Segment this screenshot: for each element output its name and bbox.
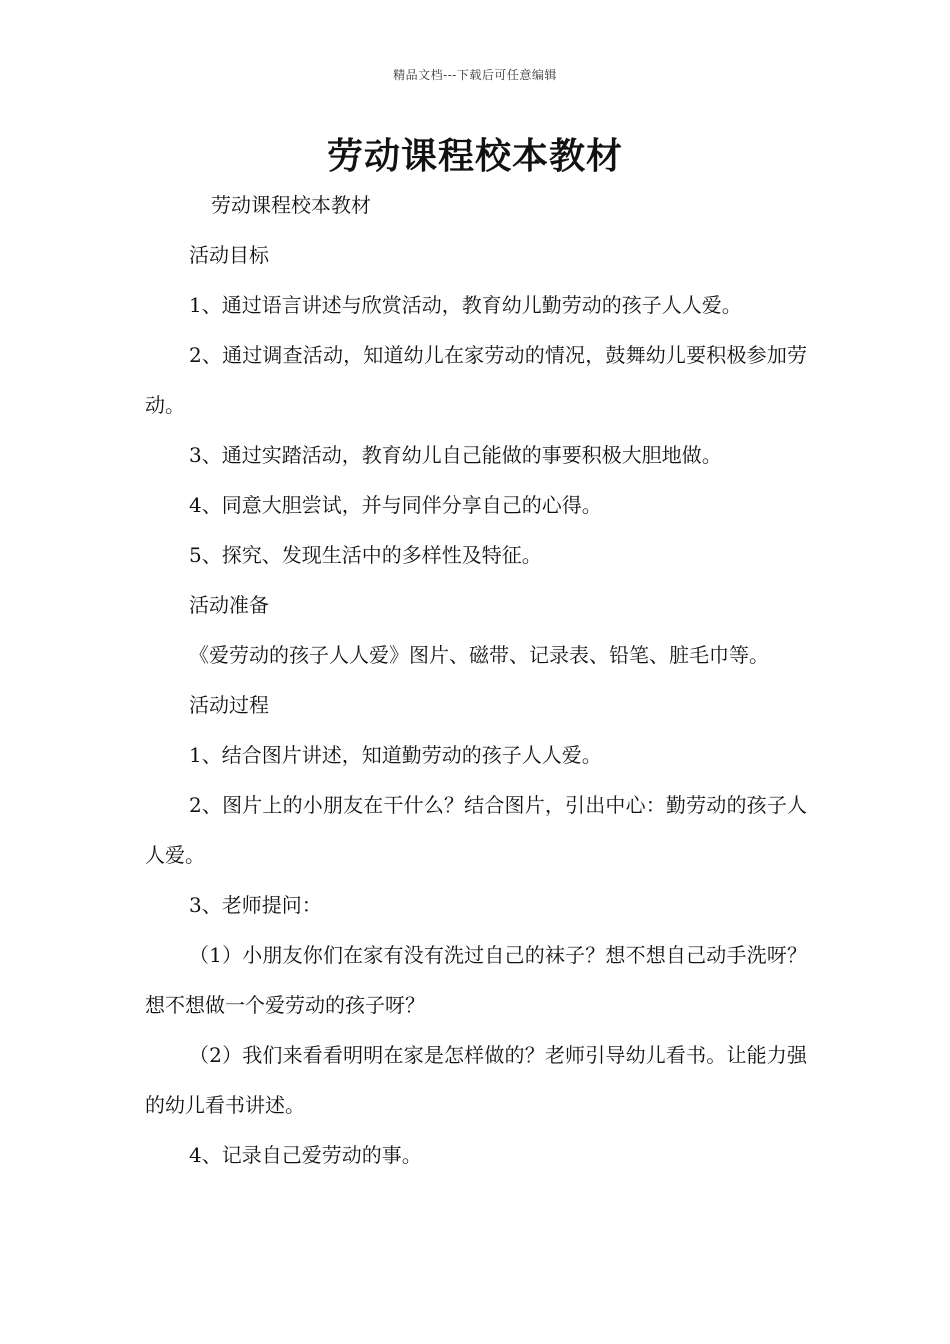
process-question-1: （1）小朋友你们在家有没有洗过自己的袜子？想不想自己动手洗呀？想不想做一个爱劳动的孩子呀？: [145, 943, 807, 1017]
process-question-2: （2）我们来看看明明在家是怎样做的？老师引导幼儿看书。让能力强的幼儿看书讲述。: [145, 1043, 807, 1117]
header-note: 精品文档---下载后可任意编辑: [393, 68, 557, 82]
subtitle-paragraph: 劳动课程校本教材: [211, 193, 371, 217]
section-heading-preparation: 活动准备: [189, 593, 269, 617]
process-step-1: 1、结合图片讲述，知道勤劳动的孩子人人爱。: [189, 743, 602, 767]
goal-item-2: 2、通过调查活动，知道幼儿在家劳动的情况，鼓舞幼儿要积极参加劳动。: [145, 343, 807, 417]
goal-item-1: 1、通过语言讲述与欣赏活动，教育幼儿勤劳动的孩子人人爱。: [189, 293, 742, 317]
document-title: 劳动课程校本教材: [326, 136, 623, 177]
goal-item-4: 4、同意大胆尝试，并与同伴分享自己的心得。: [189, 493, 602, 517]
goal-item-3: 3、通过实踏活动，教育幼儿自己能做的事要积极大胆地做。: [189, 443, 722, 467]
process-step-3: 3、老师提问：: [189, 893, 322, 917]
process-step-2: 2、图片上的小朋友在干什么？结合图片，引出中心：勤劳动的孩子人人爱。: [145, 793, 807, 867]
section-heading-goals: 活动目标: [189, 243, 269, 267]
section-heading-process: 活动过程: [189, 693, 269, 717]
goal-item-5: 5、探究、发现生活中的多样性及特征。: [189, 543, 542, 567]
document-body: [145, 180, 807, 1180]
process-step-4: 4、记录自己爱劳动的事。: [189, 1143, 422, 1167]
preparation-materials: 《爱劳动的孩子人人爱》图片、磁带、记录表、铅笔、脏毛巾等。: [189, 643, 769, 667]
